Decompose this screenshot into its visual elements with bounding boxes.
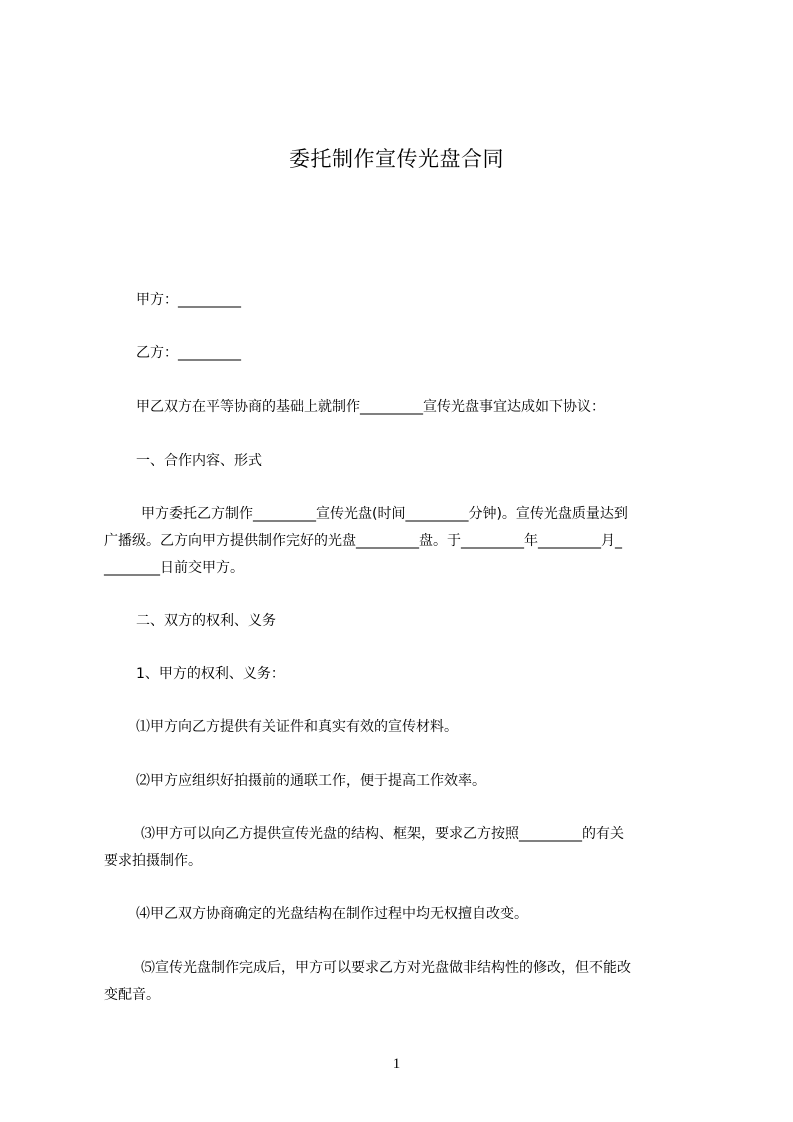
page-number: 1 (392, 1056, 401, 1072)
intro-paragraph: 甲乙双方在平等协商的基础上就制作_________宣传光盘事宜达成如下协议： (136, 399, 605, 415)
section-1-paragraph-line-3: ________日前交甲方。 (104, 560, 244, 576)
clause-item-3-line-1: ⑶甲方可以向乙方提供宣传光盘的结构、框架，要求乙方按照_________的有关 (141, 826, 624, 842)
clause-item-5-line-2: 变配音。 (104, 987, 160, 1003)
clause-item-1: ⑴甲方向乙方提供有关证件和真实有效的宣传材料。 (136, 719, 458, 735)
clause-item-3-line-2: 要求拍摄制作。 (104, 853, 202, 869)
party-b-line: 乙方：_________ (136, 345, 241, 361)
section-1-paragraph-line-1: 甲方委托乙方制作_________宣传光盘(时间_________分钟)。宣传光盘质量达到 (141, 506, 628, 522)
section-1-heading: 一、合作内容、形式 (136, 453, 262, 469)
clause-item-2: ⑵甲方应组织好拍摄前的通联工作，便于提高工作效率。 (136, 773, 486, 789)
section-1-paragraph-line-2: 广播级。乙方向甲方提供制作完好的光盘_________盘。于_________年_________月_ (104, 533, 622, 549)
section-2-heading: 二、双方的权利、义务 (136, 613, 276, 629)
party-a-line: 甲方：_________ (136, 292, 241, 308)
clause-item-4: ⑷甲乙双方协商确定的光盘结构在制作过程中均无权擅自改变。 (136, 906, 528, 922)
document-title: 委托制作宣传光盘合同 (289, 147, 504, 171)
subsection-1-heading: 1、甲方的权利、义务： (136, 666, 285, 682)
clause-item-5-line-1: ⑸宣传光盘制作完成后，甲方可以要求乙方对光盘做非结构性的修改，但不能改 (141, 960, 631, 976)
